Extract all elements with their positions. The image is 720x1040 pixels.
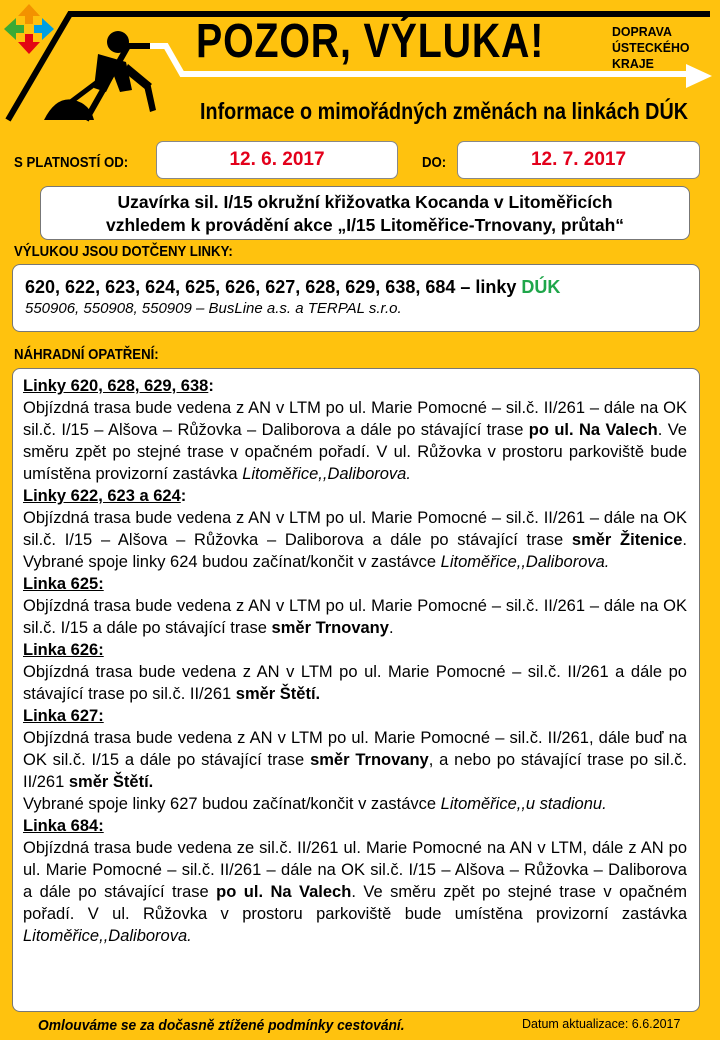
header <box>0 0 720 130</box>
duk-logo-icon <box>0 0 58 58</box>
closure-line-2: vzhledem k provádění akce „I/15 Litoměřice-Trnovany, průtah“ <box>105 215 625 235</box>
section-text <box>23 595 687 639</box>
bold-text: směr Trnovany <box>310 751 429 769</box>
section-line-684 <box>23 815 687 947</box>
section-heading-text: Linky 620, 628, 629, 638 <box>23 377 209 395</box>
bold-text: směr Štětí. <box>235 685 321 703</box>
stop-name: Litoměřice,,u stadionu. <box>440 795 607 813</box>
text: . Ve směru zpět po stejné trase v opačném pořadí. V ul. Růžovka v prostoru parkoviště bude umístěna provizorní zastávka <box>23 421 687 483</box>
section-text <box>23 837 687 947</box>
stop-name: Litoměřice,,Daliborova. <box>242 465 411 483</box>
section-heading-suffix: : <box>208 377 214 395</box>
section-text <box>23 507 687 573</box>
text: , a nebo po stávající trase po sil.č. II/261 <box>23 751 688 791</box>
section-heading: Linka 626: <box>23 641 104 659</box>
text: Objízdná trasa bude vedena ze sil.č. II/261 ul. Marie Pomocné na AN v LTM, dále z AN po ul. Marie Pomocné – sil.č. II/261 – dále na OK sil.č. I/15 – Alšova – Růžovka – Daliborova a dále po stávající trase <box>23 839 687 901</box>
apology-note: Omlouváme se za dočasně ztížené podmínky cestování. <box>38 1017 405 1034</box>
text: Objízdná trasa bude vedena z AN v LTM po ul. Marie Pomocné – sil.č. II/261 – dále na OK sil.č. I/15 a dále po stávající trase <box>23 597 687 637</box>
text: Vybrané spoje linky 627 budou začínat/končit v zastávce <box>23 795 441 813</box>
section-line-626 <box>23 639 687 705</box>
stop-name: Litoměřice,,Daliborova. <box>23 927 192 945</box>
section-lines-620 <box>23 375 687 485</box>
section-text <box>23 661 687 705</box>
bold-text: směr Trnovany <box>271 619 389 637</box>
section-heading-text: Linky 622, 623 a 624 <box>23 487 181 505</box>
text: . <box>388 619 394 637</box>
text: Objízdná trasa bude vedena z AN v LTM po ul. Marie Pomocné – sil.č. II/261 – dále na OK sil.č. I/15 – Alšova – Růžovka – Daliborova a dále po stávající trase <box>23 399 687 439</box>
affected-lines-list <box>25 275 699 299</box>
text: . Ve směru zpět po stejné trase v opačném pořadí. V ul. Růžovka v prostoru parkoviště bude umístěna provizorní zastávka <box>23 883 687 923</box>
brand-line-3: KRAJE <box>612 56 654 71</box>
update-date: Datum aktualizace: 6.6.2017 <box>522 1017 681 1031</box>
section-heading: Linka 625: <box>23 575 104 593</box>
text: Objízdná trasa bude vedena z AN v LTM po ul. Marie Pomocné – sil.č. II/261, dále buď na OK sil.č. I/15 a dále po stávající trase <box>23 729 687 769</box>
measures-box <box>12 368 700 1012</box>
measures-label: NÁHRADNÍ OPATŘENÍ: <box>14 346 159 363</box>
valid-to-label: DO: <box>422 154 447 171</box>
section-line-627 <box>23 705 687 815</box>
page-subtitle: Informace o mimořádných změnách na linkách DÚK <box>200 98 689 124</box>
page-title: POZOR, VÝLUKA! <box>196 15 545 68</box>
busline-lines: 550906, 550908, 550909 – BusLine a.s. a TERPAL s.r.o. <box>25 300 402 317</box>
valid-to-date: 12. 7. 2017 <box>457 141 700 179</box>
section-heading: Linka 684: <box>23 817 104 835</box>
section-text <box>23 397 687 485</box>
closure-line-1: Uzavírka sil. I/15 okružní křižovatka Kocanda v Litoměřicích <box>117 192 613 212</box>
brand-line-1: DOPRAVA <box>612 24 672 39</box>
bold-text: po ul. Na Valech <box>216 883 352 901</box>
affected-lines-label: VÝLUKOU JSOU DOTČENY LINKY: <box>14 243 233 260</box>
section-text <box>23 727 687 793</box>
bold-text: směr Žitenice <box>571 531 683 549</box>
section-heading <box>23 485 687 507</box>
closure-box <box>40 186 690 240</box>
section-note <box>23 793 687 815</box>
valid-from-label: S PLATNOSTÍ OD: <box>14 154 129 171</box>
brand-name <box>612 24 690 72</box>
section-line-625 <box>23 573 687 639</box>
bold-text: po ul. Na Valech <box>528 421 658 439</box>
arrow-head <box>686 64 712 88</box>
line-numbers: 620, 622, 623, 624, 625, 626, 627, 628, 629, 638, 684 – linky <box>25 277 522 297</box>
bold-text: směr Štětí. <box>68 773 154 791</box>
affected-lines-box <box>12 264 700 332</box>
section-heading <box>23 375 687 397</box>
text: Objízdná trasa bude vedena z AN v LTM po ul. Marie Pomocné – sil.č. II/261 a dále po stávající trase po sil.č. II/261 <box>23 663 687 703</box>
section-lines-622 <box>23 485 687 573</box>
stop-name: Litoměřice,,Daliborova. <box>440 553 610 571</box>
brand-line-2: ÚSTECKÉHO <box>612 40 690 55</box>
section-heading: Linka 627: <box>23 707 104 725</box>
text: . Vybrané spoje linky 624 budou začínat/končit v zastávce <box>23 531 687 571</box>
section-heading-suffix: : <box>180 487 187 505</box>
text: Objízdná trasa bude vedena z AN v LTM po ul. Marie Pomocné – sil.č. II/261 – dále na OK sil.č. I/15 – Alšova – Růžovka – Daliborova a dále po stávající trase <box>23 509 687 549</box>
duk-label: DÚK <box>521 277 561 297</box>
valid-from-date: 12. 6. 2017 <box>156 141 398 179</box>
